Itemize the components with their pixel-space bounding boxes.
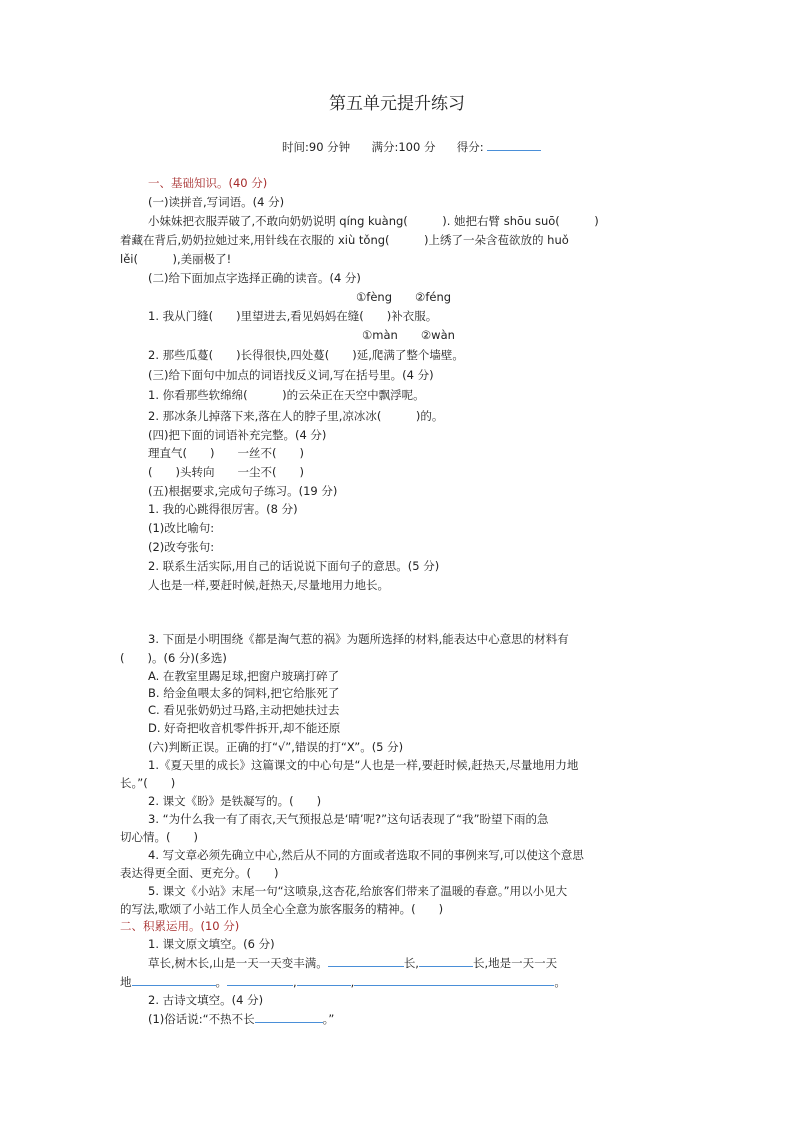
text-line: 切心情。( )	[120, 830, 198, 844]
idiom-line: 理直气( ) 一丝不( )	[148, 446, 304, 460]
pinyin-options: ①màn ②wàn	[362, 328, 455, 342]
answer-blank[interactable]	[328, 955, 404, 967]
question-heading: (三)给下面句中加点的词语找反义词,写在括号里。(4 分)	[148, 368, 434, 382]
text-line: (2)改夸张句:	[148, 540, 215, 554]
text-line: 5. 课文《小站》末尾一句“这喷泉,这杏花,给旅客们带来了温暖的春意。”用以小见大	[148, 884, 568, 898]
answer-blank[interactable]	[297, 974, 351, 986]
question-heading: (二)给下面加点字选择正确的读音。(4 分)	[148, 271, 361, 285]
full-score: 满分:100 分	[371, 140, 436, 154]
fill-text: ,	[350, 975, 355, 989]
text-line: 3. 下面是小明围绕《都是淘气惹的祸》为题所选择的材料,能表达中心意思的材料有	[148, 632, 569, 646]
score-blank[interactable]	[487, 139, 541, 151]
text-line: 表达得更全面、更充分。( )	[120, 866, 279, 880]
text-line: 2. 那冰条儿掉落下来,落在人的脖子里,凉冰冰( )的。	[148, 409, 444, 423]
text-line: 1. 我的心跳得很厉害。(8 分)	[148, 502, 298, 516]
choice-option: C. 看见张奶奶过马路,主动把她扶过去	[148, 703, 340, 717]
choice-option: B. 给金鱼喂太多的饲料,把它给胀死了	[148, 686, 340, 700]
answer-blank[interactable]	[354, 974, 554, 986]
question-heading: (一)读拼音,写词语。(4 分)	[148, 195, 285, 209]
fill-text: 。”	[322, 1012, 335, 1026]
text-line: 2. 那些瓜蔓( )长得很快,四处蔓( )延,爬满了整个墙壁。	[148, 348, 464, 362]
text-line: (1)改比喻句:	[148, 521, 215, 535]
text-line: 3. “为什么我一有了雨衣,天气预报总是‘晴’呢?”这句话表现了“我”盼望下雨的急	[148, 812, 549, 826]
text-line: 长。”( )	[120, 776, 176, 790]
text-line: 1. 你看那些软绵绵( )的云朵正在天空中飘浮呢。	[148, 388, 425, 402]
fill-line	[120, 974, 566, 989]
fill-line	[148, 955, 557, 970]
fill-text: 长,地是一天一天	[472, 956, 558, 970]
question-heading: (五)根据要求,完成句子练习。(19 分)	[148, 484, 338, 498]
fill-text: (1)俗话说:“不热不长	[148, 1012, 255, 1026]
text-line: 的写法,歌颂了小站工作人员全心全意为旅客服务的精神。( )	[120, 902, 444, 916]
fill-text: 。	[554, 975, 566, 989]
fill-text: ,	[293, 975, 297, 989]
fill-line	[148, 1011, 334, 1026]
text-line: 着藏在背后,奶奶拉她过来,用针线在衣服的 xiù tǒng( )上绣了一朵含苞欲放的 huǒ	[120, 233, 569, 247]
fill-text: 长,	[403, 956, 419, 970]
answer-blank[interactable]	[227, 974, 293, 986]
time-limit: 时间:90 分钟	[282, 140, 351, 154]
choice-option: D. 好奇把收音机零件拆开,却不能还原	[148, 721, 341, 735]
text-line: 4. 写文章必须先确立中心,然后从不同的方面或者选取不同的事例来写,可以使这个意思	[148, 848, 584, 862]
answer-blank[interactable]	[419, 955, 473, 967]
question-heading: 1. 课文原文填空。(6 分)	[148, 937, 275, 951]
pinyin-options: ①fèng ②féng	[356, 290, 452, 304]
fill-text: 。	[215, 975, 227, 989]
answer-blank[interactable]	[255, 1011, 323, 1023]
text-line: lěi( ),美丽极了!	[120, 252, 232, 266]
text-line: 2. 课文《盼》是铁凝写的。( )	[148, 794, 322, 808]
fill-text: 地	[120, 975, 132, 989]
text-line: 1.《夏天里的成长》这篇课文的中心句是“人也是一样,要赶时候,赶热天,尽量地用力地	[148, 758, 579, 772]
section-heading: 二、积累运用。(10 分)	[120, 919, 240, 933]
question-heading: 2. 古诗文填空。(4 分)	[148, 993, 264, 1007]
question-heading: (六)判断正误。正确的打“√”,错误的打“X”。(5 分)	[148, 740, 404, 754]
choice-option: A. 在教室里踢足球,把窗户玻璃打碎了	[148, 669, 340, 683]
text-line: 小妹妹把衣服弄破了,不敢向奶奶说明 qíng kuàng( ). 她把右臂 shōu suō( )	[148, 214, 599, 228]
idiom-line: ( )头转向 一尘不( )	[148, 465, 304, 479]
exam-info	[282, 139, 541, 154]
fill-text: 草长,树木长,山是一天一天变丰满。	[148, 956, 328, 970]
text-line: 2. 联系生活实际,用自己的话说说下面句子的意思。(5 分)	[148, 559, 440, 573]
answer-blank[interactable]	[132, 974, 216, 986]
section-heading: 一、基础知识。(40 分)	[148, 176, 268, 190]
question-heading: (四)把下面的词语补充完整。(4 分)	[148, 428, 327, 442]
page-title: 第五单元提升练习	[329, 94, 465, 114]
score-label: 得分:	[456, 140, 484, 154]
text-line: 1. 我从门缝( )里望进去,看见妈妈在缝( )补衣服。	[148, 309, 438, 323]
text-line: ( )。(6 分)(多选)	[120, 651, 227, 665]
text-line: 人也是一样,要赶时候,赶热天,尽量地用力地长。	[148, 578, 389, 592]
